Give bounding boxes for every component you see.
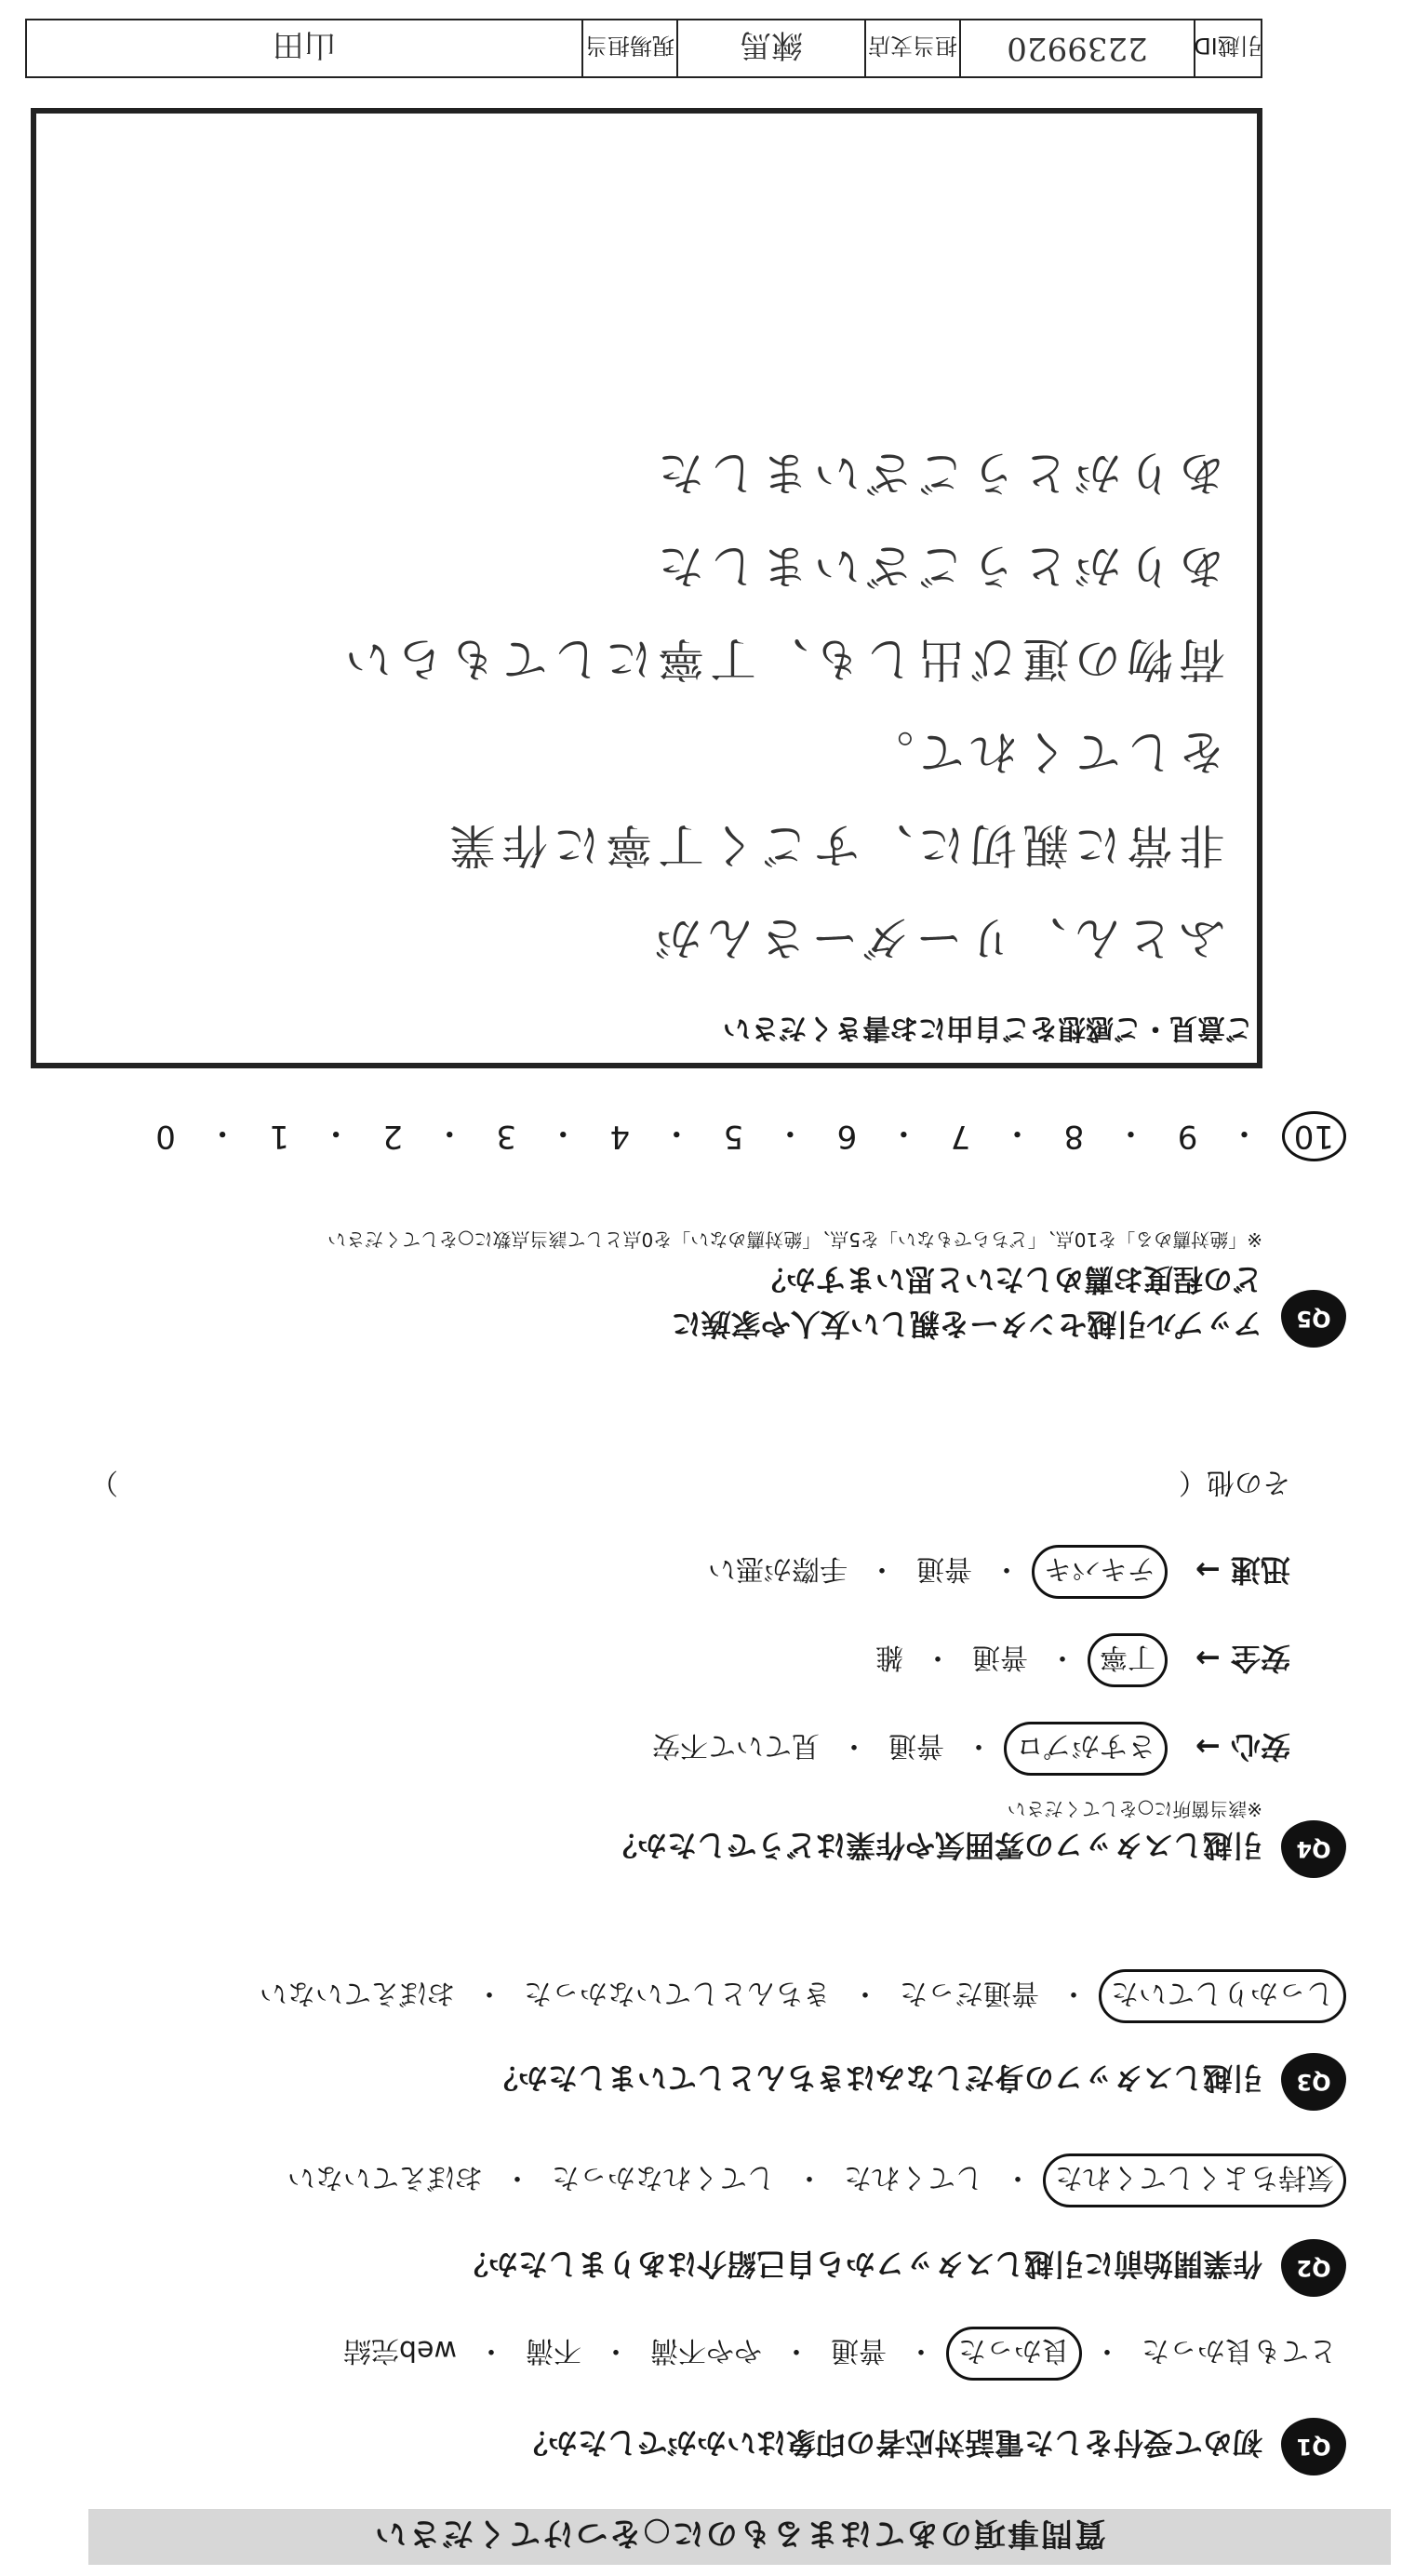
- q2-label: Q2: [1296, 2255, 1331, 2281]
- separator: ・: [1115, 1114, 1147, 1152]
- q1-badge: [1281, 2418, 1346, 2475]
- separator: ・: [661, 1114, 693, 1152]
- q4-other-close: ）: [90, 1466, 118, 1498]
- q5-question-line2: どの程度お薦めしたいと思いますか？: [755, 1262, 1262, 1297]
- q4-row-2-label: 安全 →: [1195, 1641, 1290, 1676]
- separator: ・: [851, 1977, 879, 2009]
- q1-options: [334, 2327, 1346, 2381]
- scale-6[interactable]: 6: [836, 1118, 858, 1155]
- q4-row-1-option-2[interactable]: 普通: [888, 1729, 945, 1762]
- q5-label: Q5: [1296, 1306, 1331, 1332]
- id-label: 引越ID: [1194, 20, 1261, 76]
- separator: ・: [907, 2334, 935, 2367]
- q3-option-3[interactable]: きちんとしていなかった: [524, 1977, 831, 2009]
- q4-row-3-option-2[interactable]: 普通: [916, 1552, 973, 1585]
- scale-2[interactable]: 2: [382, 1118, 403, 1155]
- q1-option-4[interactable]: やや不満: [650, 2334, 762, 2367]
- q5-scale: [146, 1111, 1346, 1161]
- q5-question-line1: アップル引越センターを親しい友人や家族に: [671, 1307, 1262, 1342]
- q4-other: [90, 1465, 1290, 1506]
- footer-table: [25, 19, 1262, 78]
- separator: ・: [993, 1552, 1021, 1585]
- scale-7[interactable]: 7: [950, 1118, 971, 1155]
- q4-row-3: [699, 1545, 1290, 1599]
- q2-option-1[interactable]: 気持ちよくしてくれた: [1043, 2153, 1346, 2207]
- scale-5[interactable]: 5: [723, 1118, 744, 1155]
- q5-note: ※「絶対薦める」を10点、「どちらでもない」を5点、「絶対薦めない」を0点として該当点数に○をしてください: [327, 1228, 1262, 1251]
- separator: ・: [1093, 2334, 1121, 2367]
- comment-line: をしてくれて。: [861, 725, 1225, 779]
- comment-label: ご意見・ご感想をご自由にお書きください: [723, 1012, 1253, 1044]
- branch-label: 担当支店: [864, 20, 959, 76]
- q2-badge: [1281, 2239, 1346, 2297]
- q3-option-2[interactable]: 普通だった: [900, 1977, 1039, 2009]
- q4-label: Q4: [1296, 1836, 1331, 1862]
- separator: ・: [924, 1641, 953, 1673]
- separator: ・: [774, 1114, 807, 1152]
- separator: ・: [602, 2334, 630, 2367]
- q4-question: 引越しスタッフの雰囲気や作業はどうでしたか？: [607, 1828, 1262, 1863]
- separator: ・: [320, 1114, 353, 1152]
- separator: ・: [840, 1729, 869, 1762]
- q4-row-2-option-3[interactable]: 雑: [875, 1641, 904, 1673]
- separator: ・: [503, 2161, 531, 2194]
- q1-label: Q1: [1296, 2434, 1331, 2460]
- q4-row-3-option-1[interactable]: テキパキ: [1032, 1545, 1168, 1599]
- q1-option-2[interactable]: 良かった: [946, 2327, 1082, 2381]
- q4-row-2: [866, 1633, 1290, 1687]
- q4-other-label: その他（: [1179, 1466, 1290, 1498]
- comment-line: ありがとうございました: [652, 539, 1225, 593]
- comment-line: ありがとうございました: [652, 446, 1225, 500]
- q4-row-3-option-3[interactable]: 手際が悪い: [708, 1552, 848, 1585]
- q4-row-3-label: 迅速 →: [1195, 1552, 1290, 1588]
- comment-line: ふとん、リーダーさんが: [649, 911, 1225, 965]
- separator: ・: [782, 2334, 810, 2367]
- scale-1[interactable]: 1: [269, 1118, 289, 1155]
- q4-row-1-option-1[interactable]: さすがプロ: [1004, 1722, 1168, 1776]
- instruction-text: 質問事項のあてはまるものに○をつけてください: [373, 2515, 1106, 2553]
- q4-row-2-option-2[interactable]: 普通: [972, 1641, 1029, 1673]
- q4-row-1-label: 安心 →: [1195, 1729, 1290, 1764]
- scale-9[interactable]: 9: [1177, 1118, 1198, 1155]
- q4-row-1-option-3[interactable]: 見ていて不安: [652, 1729, 821, 1762]
- q5-badge: [1281, 1290, 1346, 1348]
- staff-label: 現場担当: [581, 20, 676, 76]
- q3-option-4[interactable]: おぼえていない: [260, 1977, 455, 2009]
- separator: ・: [965, 1729, 994, 1762]
- q4-row-2-option-1[interactable]: 丁寧: [1088, 1633, 1168, 1687]
- scale-8[interactable]: 8: [1063, 1118, 1085, 1155]
- q3-label: Q3: [1296, 2069, 1331, 2095]
- separator: ・: [1060, 1977, 1088, 2009]
- scale-4[interactable]: 4: [609, 1118, 631, 1155]
- instruction-banner: [88, 2509, 1391, 2565]
- staff-value: 山田: [273, 26, 336, 64]
- separator: ・: [1001, 1114, 1034, 1152]
- branch-value: 練馬: [676, 20, 864, 76]
- separator: ・: [207, 1114, 239, 1152]
- q1-option-3[interactable]: 普通: [831, 2334, 887, 2367]
- separator: ・: [477, 2334, 505, 2367]
- q2-option-2[interactable]: してくれた: [844, 2161, 983, 2194]
- separator: ・: [888, 1114, 920, 1152]
- scale-0[interactable]: 0: [155, 1118, 176, 1155]
- separator: ・: [1228, 1114, 1261, 1152]
- comment-line: 非常に親切に、すごく丁寧に作業: [444, 818, 1225, 872]
- q3-question: 引越しスタッフの身だしなみはきちんとしていましたか？: [487, 2060, 1262, 2096]
- comment-line: 荷物の運び出しも、丁寧にしてもらい: [340, 632, 1225, 686]
- q4-row-3-options: [699, 1545, 1168, 1599]
- q1-option-5[interactable]: 不満: [526, 2334, 581, 2367]
- q2-options: [278, 2153, 1346, 2207]
- separator: ・: [1004, 2161, 1032, 2194]
- separator: ・: [795, 2161, 823, 2194]
- q1-question: 初めて受付をした電話対応者の印象はいかがでしたか？: [517, 2425, 1262, 2461]
- q4-note: ※該当箇所に○をしてください: [1007, 1798, 1262, 1820]
- q2-option-4[interactable]: おぼえていない: [287, 2161, 483, 2194]
- q2-option-3[interactable]: してくれなかった: [552, 2161, 775, 2194]
- handwritten-comment: [62, 417, 1225, 975]
- q1-option-1[interactable]: とても良かった: [1142, 2334, 1337, 2367]
- q4-row-2-options: [866, 1633, 1168, 1687]
- separator: ・: [434, 1114, 466, 1152]
- id-value: 2239920: [959, 20, 1194, 76]
- q2-question: 作業開始前に引越しスタッフから自己紹介はありましたか？: [458, 2247, 1262, 2282]
- q1-option-6[interactable]: web完結: [342, 2334, 457, 2367]
- scale-3[interactable]: 3: [496, 1118, 517, 1155]
- q4-badge: [1281, 1820, 1346, 1878]
- separator: ・: [1048, 1641, 1077, 1673]
- q3-badge: [1281, 2053, 1346, 2111]
- separator: ・: [868, 1552, 897, 1585]
- q4-row-1: [643, 1722, 1290, 1776]
- q4-row-1-options: [643, 1722, 1168, 1776]
- separator: ・: [547, 1114, 580, 1152]
- separator: ・: [475, 1977, 503, 2009]
- scale-10[interactable]: 10: [1282, 1111, 1346, 1161]
- q3-option-1[interactable]: しっかりしていた: [1099, 1969, 1346, 2023]
- q3-options: [250, 1969, 1346, 2023]
